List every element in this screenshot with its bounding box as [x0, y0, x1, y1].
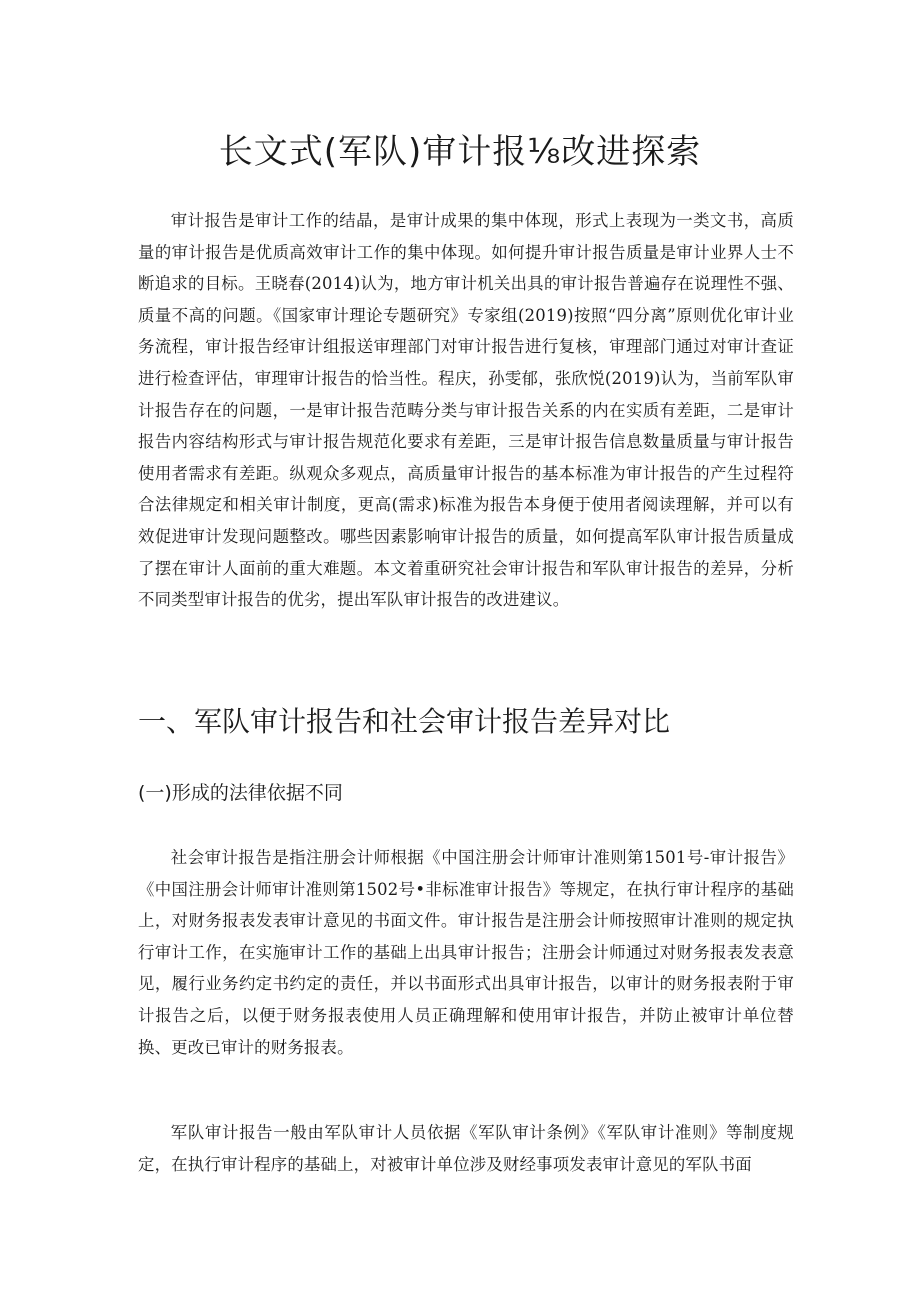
paragraph-social-audit: 社会审计报告是指注册会计师根据《中国注册会计师审计准则第1501号-审计报告》《中国注册会计师审计准则第1502号•非标准审计报告》等规定，在执行审计程序的基础上，对财务报表发表审计意见的书面文件。审计报告是注册会计师按照审计准则的规定执行审计工作，在实施审计工作的基础上出具审计报告；注册会计师通过对财务报表发表意见，履行业务约定书约定的责任，并以书面形式出具审计报告，以审计的财务报表附于审计报告之后，以便于财务报表使用人员正确理解和使用审计报告，并防止被审计单位替换、更改已审计的财务报表。 [138, 848, 794, 1057]
document-title: 长文式(军队)审计报⅛改进探索 [218, 132, 702, 172]
paragraph-military-audit: 军队审计报告一般由军队审计人员依据《军队审计条例》《军队审计准则》等制度规定，在执行审计程序的基础上，对被审计单位涉及财经事项发表审计意见的军队书面 [138, 1123, 794, 1174]
subsection-heading: (一)形成的法律依据不同 [138, 782, 343, 804]
section-heading: 一、军队审计报告和社会审计报告差异对比 [138, 705, 671, 738]
intro-paragraph: 审计报告是审计工作的结晶，是审计成果的集中体现，形式上表现为一类文书，高质量的审计报告是优质高效审计工作的集中体现。如何提升审计报告质量是审计业界人士不断追求的目标。王晓春(2014)认为，地方审计机关出具的审计报告普遍存在说理性不强、质量不高的问题。《国家审计理论专题研究》专家组(2019)按照“四分离”原则优化审计业务流程，审计报告经审计组报送审理部门对审计报告进行复核，审理部门通过对审计查证进行检查评估，审理审计报告的恰当性。程庆，孙雯郁，张欣悦(2019)认为，当前军队审计报告存在的问题，一是审计报告范畴分类与审计报告关系的内在实质有差距，二是审计报告内容结构形式与审计报告规范化要求有差距，三是审计报告信息数量质量与审计报告使用者需求有差距。纵观众多观点，高质量审计报告的基本标准为审计报告的产生过程符合法律规定和相关审计制度，更高(需求)标准为报告本身便于使用者阅读理解，并可以有效促进审计发现问题整改。哪些因素影响审计报告的质量，如何提高军队审计报告质量成了摆在审计人面前的重大难题。本文着重研究社会审计报告和军队审计报告的差异，分析不同类型审计报告的优劣，提出军队审计报告的改进建议。 [138, 211, 794, 610]
